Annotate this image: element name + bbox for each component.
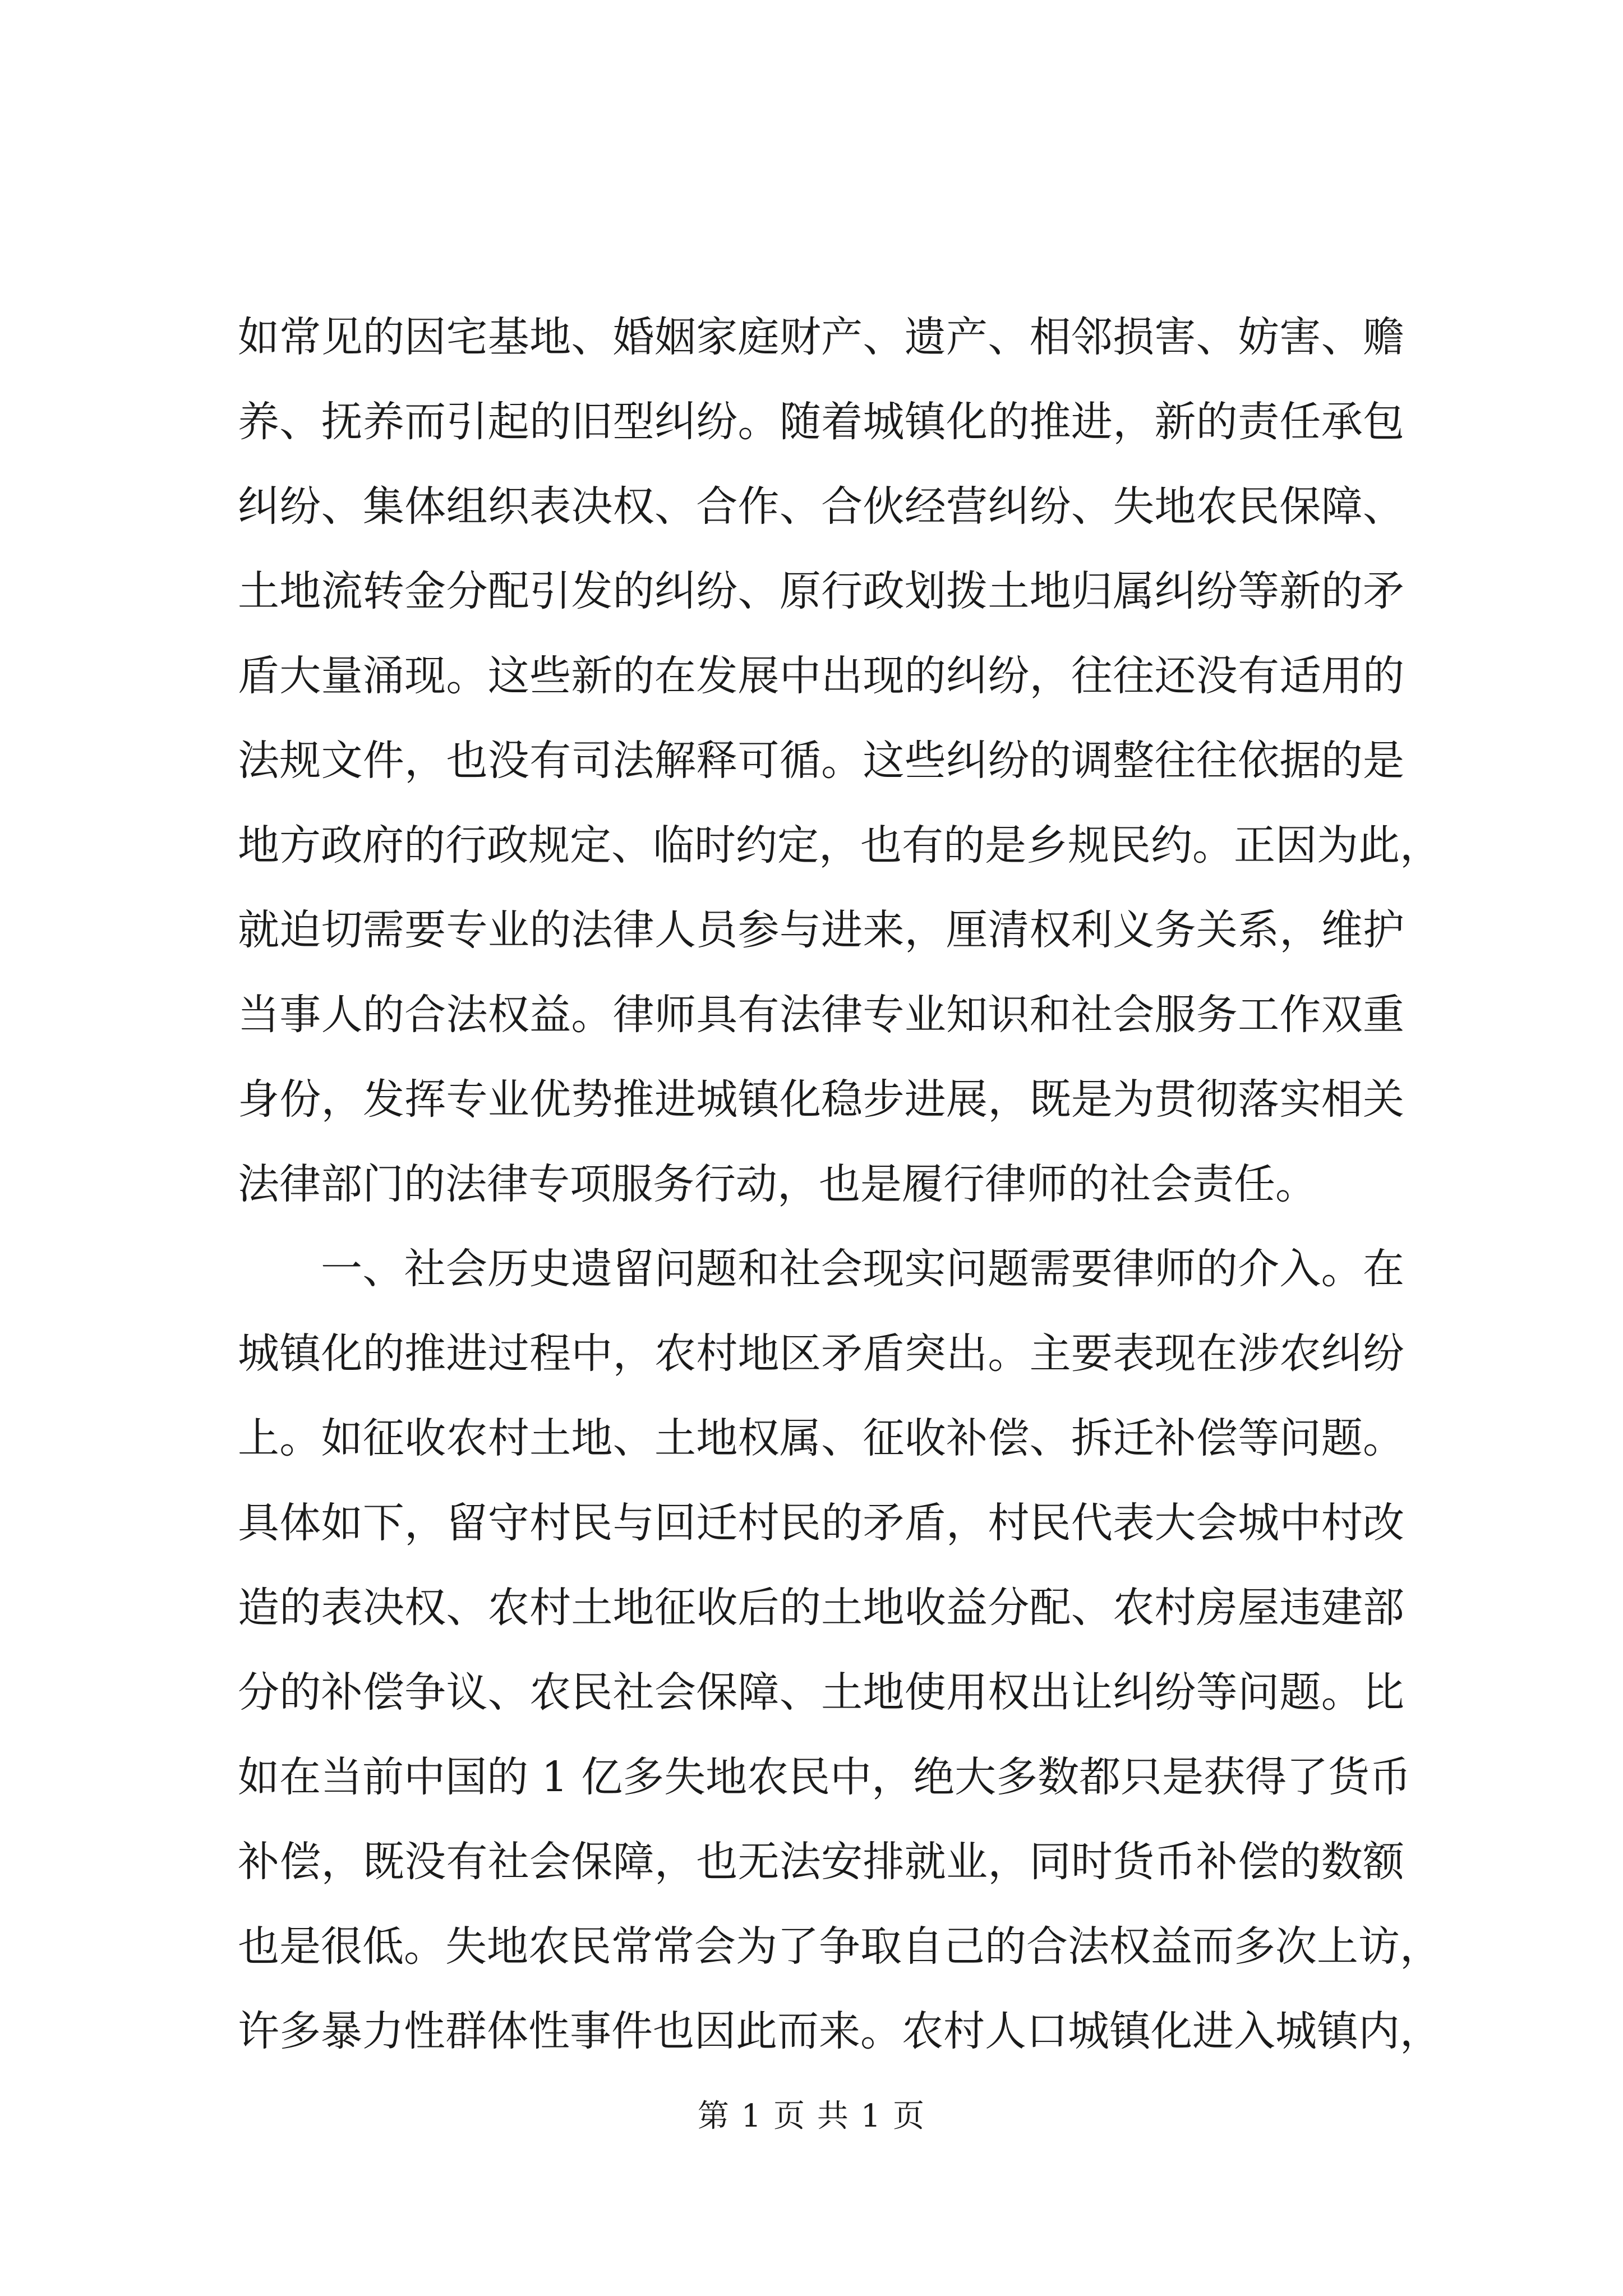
page-number-footer: 第 1 页 共 1 页 — [697, 2098, 926, 2134]
document-body — [238, 295, 1441, 2074]
paragraph-1-line-5: 盾大量涌现。这些新的在发展中出现的纠纷，往往还没有适用的 — [238, 652, 1404, 700]
paragraph-1-line-9: 当事人的合法权益。律师具有法律专业知识和社会服务工作双重 — [238, 991, 1404, 1039]
paragraph-2-line-8: 补偿，既没有社会保障，也无法安排就业，同时货币补偿的数额 — [238, 1838, 1404, 1886]
paragraph-1-line-10: 身份，发挥专业优势推进城镇化稳步进展，既是为贯彻落实相关 — [238, 1075, 1404, 1124]
paragraph-1-line-3: 纠纷、集体组织表决权、合作、合伙经营纠纷、失地农民保障、 — [238, 482, 1404, 531]
paragraph-2-line-7: 如在当前中国的 1 亿多失地农民中，绝大多数都只是获得了货币 — [238, 1753, 1412, 1801]
paragraph-1-line-2: 养、抚养而引起的旧型纠纷。随着城镇化的推进，新的责任承包 — [238, 398, 1404, 446]
paragraph-1-line-6: 法规文件，也没有司法解释可循。这些纠纷的调整往往依据的是 — [238, 737, 1404, 785]
paragraph-2-line-4: 具体如下，留守村民与回迁村民的矛盾，村民代表大会城中村改 — [238, 1499, 1404, 1547]
paragraph-2-line-2: 城镇化的推进过程中，农村地区矛盾突出。主要表现在涉农纠纷 — [238, 1329, 1404, 1378]
paragraph-1-line-1: 如常见的因宅基地、婚姻家庭财产、遗产、相邻损害、妨害、赡 — [238, 313, 1404, 361]
paragraph-1-line-7: 地方政府的行政规定、临时约定，也有的是乡规民约。正因为此， — [238, 821, 1441, 869]
paragraph-2-line-3: 上。如征收农村土地、土地权属、征收补偿、拆迁补偿等问题。 — [238, 1414, 1404, 1462]
paragraph-2-line-9: 也是很低。失地农民常常会为了争取自己的合法权益而多次上访， — [238, 1922, 1441, 1971]
paragraph-1-line-11: 法律部门的法律专项服务行动，也是履行律师的社会责任。 — [238, 1160, 1317, 1208]
paragraph-2-line-10: 许多暴力性群体性事件也因此而来。农村人口城镇化进入城镇内， — [238, 2007, 1441, 2055]
paragraph-1-line-4: 土地流转金分配引发的纠纷、原行政划拨土地归属纠纷等新的矛 — [238, 567, 1404, 615]
paragraph-2-line-5: 造的表决权、农村土地征收后的土地收益分配、农村房屋违建部 — [238, 1584, 1404, 1632]
paragraph-2-line-1: 一、社会历史遗留问题和社会现实问题需要律师的介入。在 — [321, 1245, 1404, 1293]
paragraph-2-line-6: 分的补偿争议、农民社会保障、土地使用权出让纠纷等问题。比 — [238, 1668, 1404, 1717]
paragraph-1-line-8: 就迫切需要专业的法律人员参与进来，厘清权利义务关系，维护 — [238, 906, 1404, 954]
